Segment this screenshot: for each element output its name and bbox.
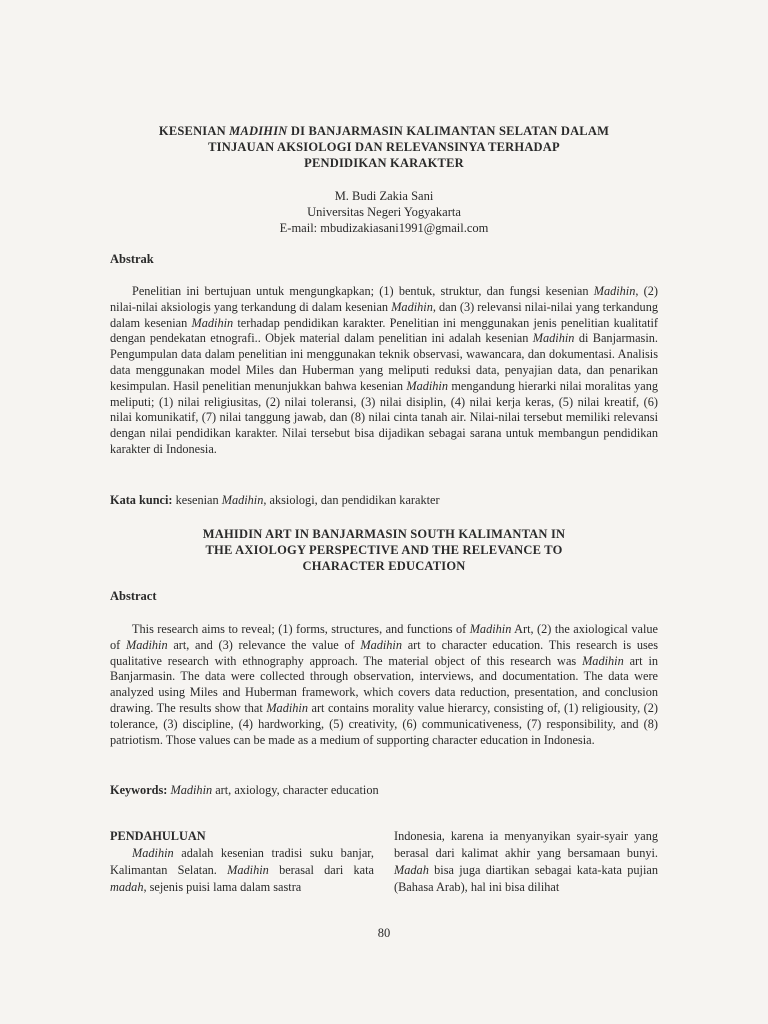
pendahuluan-left-text: Madihin adalah kesenian tradisi suku banjar, Kalimantan Selatan. Madihin berasal dari kata madah, sejenis puisi lama dalam sastra — [110, 846, 374, 894]
pendahuluan-heading: PENDAHULUAN — [110, 829, 206, 843]
abstrak-heading: Abstrak — [110, 252, 154, 266]
abstract-paragraph: This research aims to reveal; (1) forms, structures, and functions of Madihin Art, (2) the axiological value of Madihin art, and (3) relevance the value of Madihin art to character education. This research is uses qualitative research with ethnography approach. The material object of this research was Madihin art in Banjarmasin. The data were collected through observation, interviews, and documentation. The data were analyzed using Miles and Huberman framework, which covers data reduction, presentation, and conclusion drawing. The results show that Madihin art contains morality value hierarcy, consisting of, (1) religiousity, (2) tolerance, (3) discipline, (4) hardworking, (5) creativity, (6) communicativeness, (7) responsibility, and (8) patriotism. Those values can be made as a medium of supporting character education in Indonesia. — [110, 622, 659, 747]
title-english: MAHIDIN ART IN BANJARMASIN SOUTH KALIMANTAN IN THE AXIOLOGY PERSPECTIVE AND THE RELEVANCE TO CHARACTER EDUCATION — [202, 527, 566, 573]
page-number: 80 — [377, 926, 391, 940]
column-left — [110, 828, 374, 896]
abstract-heading: Abstract — [110, 589, 157, 603]
author-affiliation: Universitas Negeri Yogyakarta — [307, 205, 461, 219]
column-right — [394, 828, 658, 896]
title-indonesian: KESENIAN MADIHIN DI BANJARMASIN KALIMANTAN SELATAN DALAM TINJAUAN AKSIOLOGI DAN RELEVANSINYA TERHADAP PENDIDIKAN KARAKTER — [158, 124, 610, 170]
author-email: E-mail: mbudizakiasani1991@gmail.com — [279, 221, 489, 235]
pendahuluan-right-text: Indonesia, karena ia menyanyikan syair-syair yang berasal dari kalimat akhir yang bersamaan bunyi. Madah bisa juga diartikan sebagai kata-kata pujian (Bahasa Arab), hal ini bisa dilihat — [394, 829, 658, 894]
abstrak-paragraph: Penelitian ini bertujuan untuk mengungkapkan; (1) bentuk, struktur, dan fungsi kesenian Madihin, (2) nilai-nilai aksiologis yang terkandung di dalam kesenian Madihin, dan (3) relevansi nilai-nilai yang terkandung dalam kesenian Madihin terhadap pendidikan karakter. Penelitian ini menggunakan jenis penelitian kualitatif dengan pendekatan etnografi.. Objek material dalam penelitian ini adalah kesenian Madihin di Banjarmasin. Pengumpulan data dalam penelitian ini menggunakan teknik observasi, wawancara, dan dokumentasi. Analisis data menggunakan model Miles dan Huberman yang meliputi reduksi data, penyajian data, dan penarikan kesimpulan. Hasil penelitian menunjukkan bahwa kesenian Madihin mengandung hierarki nilai moralitas yang meliputi; (1) nilai religiusitas, (2) nilai toleransi, (3) nilai disiplin, (4) nilai kerja keras, (5) nilai kreatif, (6) nilai komunikatif, (7) nilai tanggung jawab, dan (8) nilai cinta tanah air. Nilai-nilai tersebut memiliki relevansi dengan nilai pendidikan karakter. Nilai tersebut bisa dijadikan sebagai sarana untuk membangun pendidikan karakter di Indonesia. — [110, 284, 658, 456]
kata-kunci: Kata kunci: kesenian Madihin, aksiologi, dan pendidikan karakter — [110, 493, 440, 507]
keywords: Keywords: Madihin art, axiology, character education — [110, 783, 379, 797]
author-block — [0, 188, 768, 236]
author-name: M. Budi Zakia Sani — [334, 189, 434, 203]
